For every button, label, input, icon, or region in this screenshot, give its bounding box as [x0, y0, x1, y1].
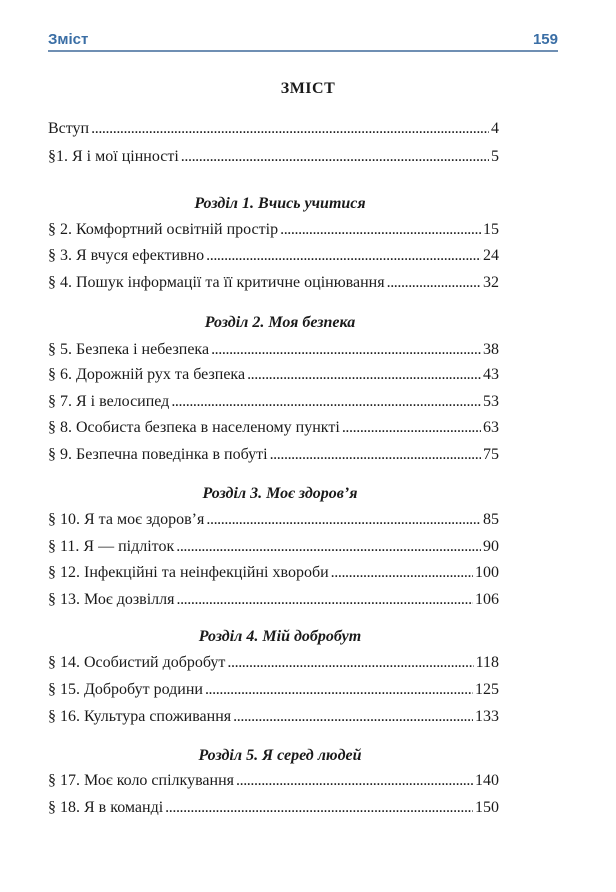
- section-heading: Розділ 3. Моє здоров’я: [202, 485, 358, 502]
- toc-entry[interactable]: [48, 591, 499, 613]
- dot-leader: [176, 591, 473, 609]
- toc-entry-page: 133: [475, 708, 499, 725]
- dot-leader: [171, 393, 481, 411]
- toc-entry-page: 43: [483, 366, 499, 383]
- dot-leader: [91, 120, 489, 138]
- toc-entry-label: § 4. Пошук інформації та її критичне оцінювання: [48, 274, 385, 291]
- toc-entry[interactable]: [48, 341, 499, 363]
- toc-entry-label: § 7. Я і велосипед: [48, 393, 170, 410]
- toc-entry-page: 140: [475, 772, 499, 789]
- toc-entry[interactable]: [48, 274, 499, 296]
- toc-entry-label: § 5. Безпека і небезпека: [48, 341, 210, 358]
- toc-entry[interactable]: [48, 511, 499, 533]
- toc-entry-label: § 12. Інфекційні та неінфекційні хвороби: [48, 564, 329, 581]
- header-page-number: 159: [532, 31, 558, 48]
- toc-entry[interactable]: [48, 681, 499, 703]
- toc-entry-label: § 16. Культура споживання: [48, 708, 232, 725]
- toc-entry-label: § 3. Я вчуся ефективно: [48, 247, 205, 264]
- dot-leader: [342, 419, 481, 437]
- section-heading: Розділ 5. Я серед людей: [198, 747, 362, 764]
- toc-entry[interactable]: [48, 393, 499, 415]
- toc-entry-label: § 6. Дорожній рух та безпека: [48, 366, 246, 383]
- toc-entry-label: § 13. Моє дозвілля: [48, 591, 175, 608]
- dot-leader: [205, 681, 473, 699]
- toc-entry-page: 15: [483, 221, 499, 238]
- toc-entry-page: 85: [483, 511, 499, 528]
- toc-entry-label: § 9. Безпечна поведінка в побуті: [48, 446, 268, 463]
- dot-leader: [280, 221, 481, 239]
- toc-entry[interactable]: [48, 446, 499, 468]
- dot-leader: [270, 446, 481, 464]
- dot-leader: [206, 511, 481, 529]
- toc-entry-label: § 15. Добробут родини: [48, 681, 203, 698]
- toc-entry-page: 90: [483, 538, 499, 555]
- toc-entry-page: 32: [483, 274, 499, 291]
- toc-entry[interactable]: [48, 221, 499, 243]
- toc-entry-page: 125: [475, 681, 499, 698]
- dot-leader: [206, 247, 481, 265]
- toc-entry-label: § 18. Я в команді: [48, 799, 164, 816]
- toc-entry-page: 118: [475, 654, 499, 671]
- toc-entry[interactable]: [48, 708, 499, 730]
- toc-entry[interactable]: [48, 772, 499, 794]
- dot-leader: [165, 799, 473, 817]
- section-heading: Розділ 1. Вчись учитися: [194, 195, 366, 212]
- toc-entry[interactable]: [48, 799, 499, 821]
- dot-leader: [211, 341, 481, 359]
- toc-entry[interactable]: [48, 538, 499, 560]
- toc-entry[interactable]: [48, 120, 499, 142]
- toc-entry-page: 63: [483, 419, 499, 436]
- header-section-title: Зміст: [48, 31, 89, 48]
- toc-entry[interactable]: [48, 419, 499, 441]
- dot-leader: [247, 366, 481, 384]
- toc-entry-page: 100: [475, 564, 499, 581]
- toc-entry-label: § 10. Я та моє здоров’я: [48, 511, 205, 528]
- dot-leader: [236, 772, 473, 790]
- toc-entry-label: § 11. Я — підліток: [48, 538, 175, 555]
- dot-leader: [387, 274, 481, 292]
- toc-entry-page: 53: [483, 393, 499, 410]
- toc-entry[interactable]: [48, 654, 499, 676]
- toc-entry-page: 150: [475, 799, 499, 816]
- dot-leader: [227, 654, 473, 672]
- dot-leader: [331, 564, 473, 582]
- toc-entry-label: Вступ: [48, 120, 90, 137]
- dot-leader: [176, 538, 481, 556]
- toc-title: ЗМІСТ: [280, 80, 336, 97]
- dot-leader: [181, 148, 489, 166]
- dot-leader: [233, 708, 473, 726]
- section-heading: Розділ 2. Моя безпека: [204, 314, 356, 331]
- toc-entry-label: § 8. Особиста безпека в населеному пункті: [48, 419, 340, 436]
- running-header: [48, 26, 558, 52]
- toc-entry-page: 75: [483, 446, 499, 463]
- toc-entry-label: §1. Я і мої цінності: [48, 148, 179, 165]
- toc-entry-page: 5: [491, 148, 499, 165]
- toc-entry[interactable]: [48, 564, 499, 586]
- toc-entry-label: § 17. Моє коло спілкування: [48, 772, 234, 789]
- toc-entry-label: § 14. Особистий добробут: [48, 654, 226, 671]
- toc-entry[interactable]: [48, 366, 499, 388]
- section-heading: Розділ 4. Мій добробут: [198, 628, 362, 645]
- toc-entry-label: § 2. Комфортний освітній простір: [48, 221, 279, 238]
- toc-entry-page: 24: [483, 247, 499, 264]
- toc-entry-page: 106: [475, 591, 499, 608]
- toc-entry[interactable]: [48, 247, 499, 269]
- toc-entry-page: 4: [491, 120, 499, 137]
- toc-entry[interactable]: [48, 148, 499, 170]
- toc-entry-page: 38: [483, 341, 499, 358]
